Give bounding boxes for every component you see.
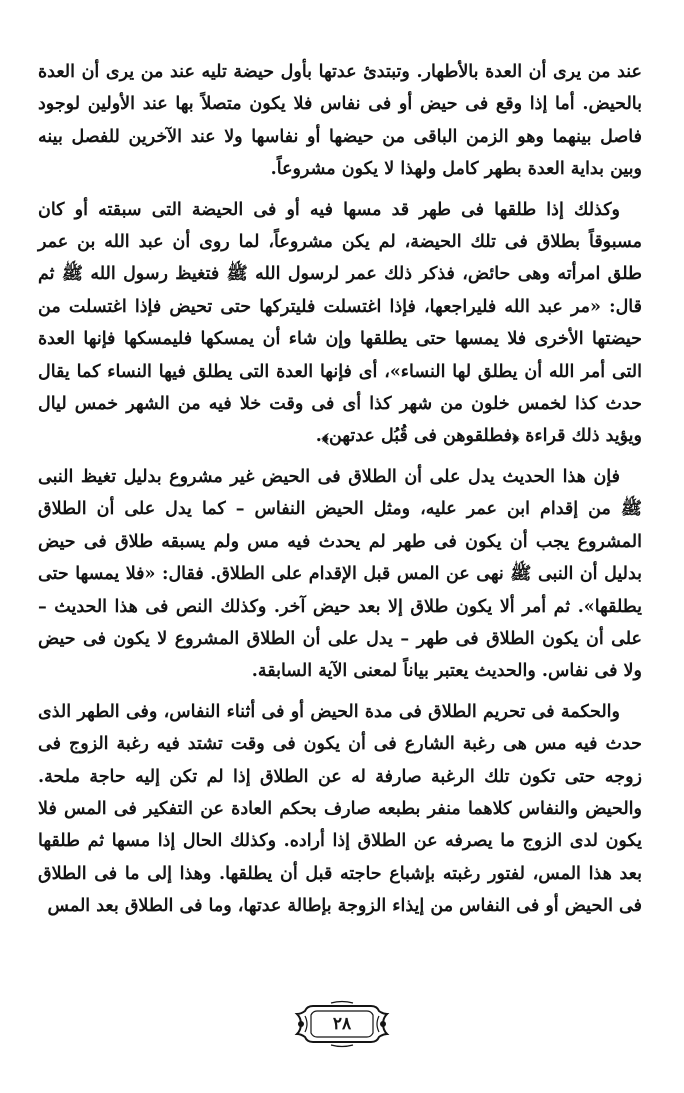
page-number-ornament bbox=[291, 1000, 393, 1048]
paragraph-2: وكذلك إذا طلقها فى طهر قد مسها فيه أو فى الحيضة التى سبقته أو كان مسبوقاً بطلاق فى تلك الحيضة، لم يكن مشروعاً، لما روى أن عبد الله بن عمر طلق امرأته وهى حائض، فذكر ذلك عمر لرسول الله ﷺ فتغيظ رسول الله ﷺ ثم قال: «مر عبد الله فليراجعها، فإذا اغتسلت فليتركها حتى تحيض فإذا اغتسلت من حيضتها الأخرى فلا يمسها حتى يطلقها وإن شاء أن يمسكها فليمسكها فإنها العدة التى أمر الله أن يطلق لها النساء»، أى فإنها العدة التى يطلق فيها النساء كما يقال حدث كذا لخمس خلون من شهر كذا أى فى وقت خلا فيه من الشهر خمس ليال ويؤيد ذلك قراءة ﴿فطلقوهن فى قُبُل عدتهن﴾. bbox=[38, 199, 642, 447]
page-number: ٢٨ bbox=[332, 1014, 352, 1034]
paragraph-1: عند من يرى أن العدة بالأطهار. وتبتدئ عدتها بأول حيضة تليه عند من يرى أن العدة بالحيض. أما إذا وقع فى حيض أو فى نفاس فلا يكون متصلاً بها عند الأولين لوجود فاصل بينهما وهو الزمن الباقى من حيضها أو نفاسها ولا عند الآخرين للفصل بينه وبين بداية العدة بطهر كامل ولهذا لا يكون مشروعاً. bbox=[38, 62, 642, 180]
paragraph-4: والحكمة فى تحريم الطلاق فى مدة الحيض أو فى أثناء النفاس، وفى الطهر الذى حدث فيه مس هى رغبة الشارع فى أن يكون فى وقت تشتد فيه رغبة الزوج فى زوجه حتى تكون تلك الرغبة صارفة له عن الطلاق إذا لم تكن إليه حاجة ملحة. والحيض والنفاس كلاهما منفر بطبعه صارف بحكم العادة عن التفكير فى المس فلا يكون لدى الزوج ما يصرفه عن الطلاق إذا أراده. وكذلك الحال إذا مسها ثم طلقها بعد هذا المس، لفتور رغبته بإشباع حاجته قبل أن يطلقها. وهذا إلى ما فى الطلاق فى الحيض أو فى النفاس من إيذاء الزوجة بإطالة عدتها، وما فى الطلاق بعد المس bbox=[38, 701, 642, 917]
paragraph-3: فإن هذا الحديث يدل على أن الطلاق فى الحيض غير مشروع بدليل تغيظ النبى ﷺ من إقدام ابن عمر عليه، ومثل الحيض النفاس – كما يدل على أن الطلاق المشروع يجب أن يكون فى طهر لم يحدث فيه مس ولم يسبقه طلاق فى حيض بدليل أن النبى ﷺ نهى عن المس قبل الإقدام على الطلاق. فقال: «فلا يمسها حتى يطلقها». ثم أمر ألا يكون طلاق إلا بعد حيض آخر. وكذلك النص فى هذا الحديث – على أن يكون الطلاق فى طهر – يدل على أن الطلاق المشروع لا يكون فى حيض ولا فى نفاس. والحديث يعتبر بياناً لمعنى الآية السابقة. bbox=[38, 466, 642, 682]
body-text bbox=[38, 56, 642, 931]
